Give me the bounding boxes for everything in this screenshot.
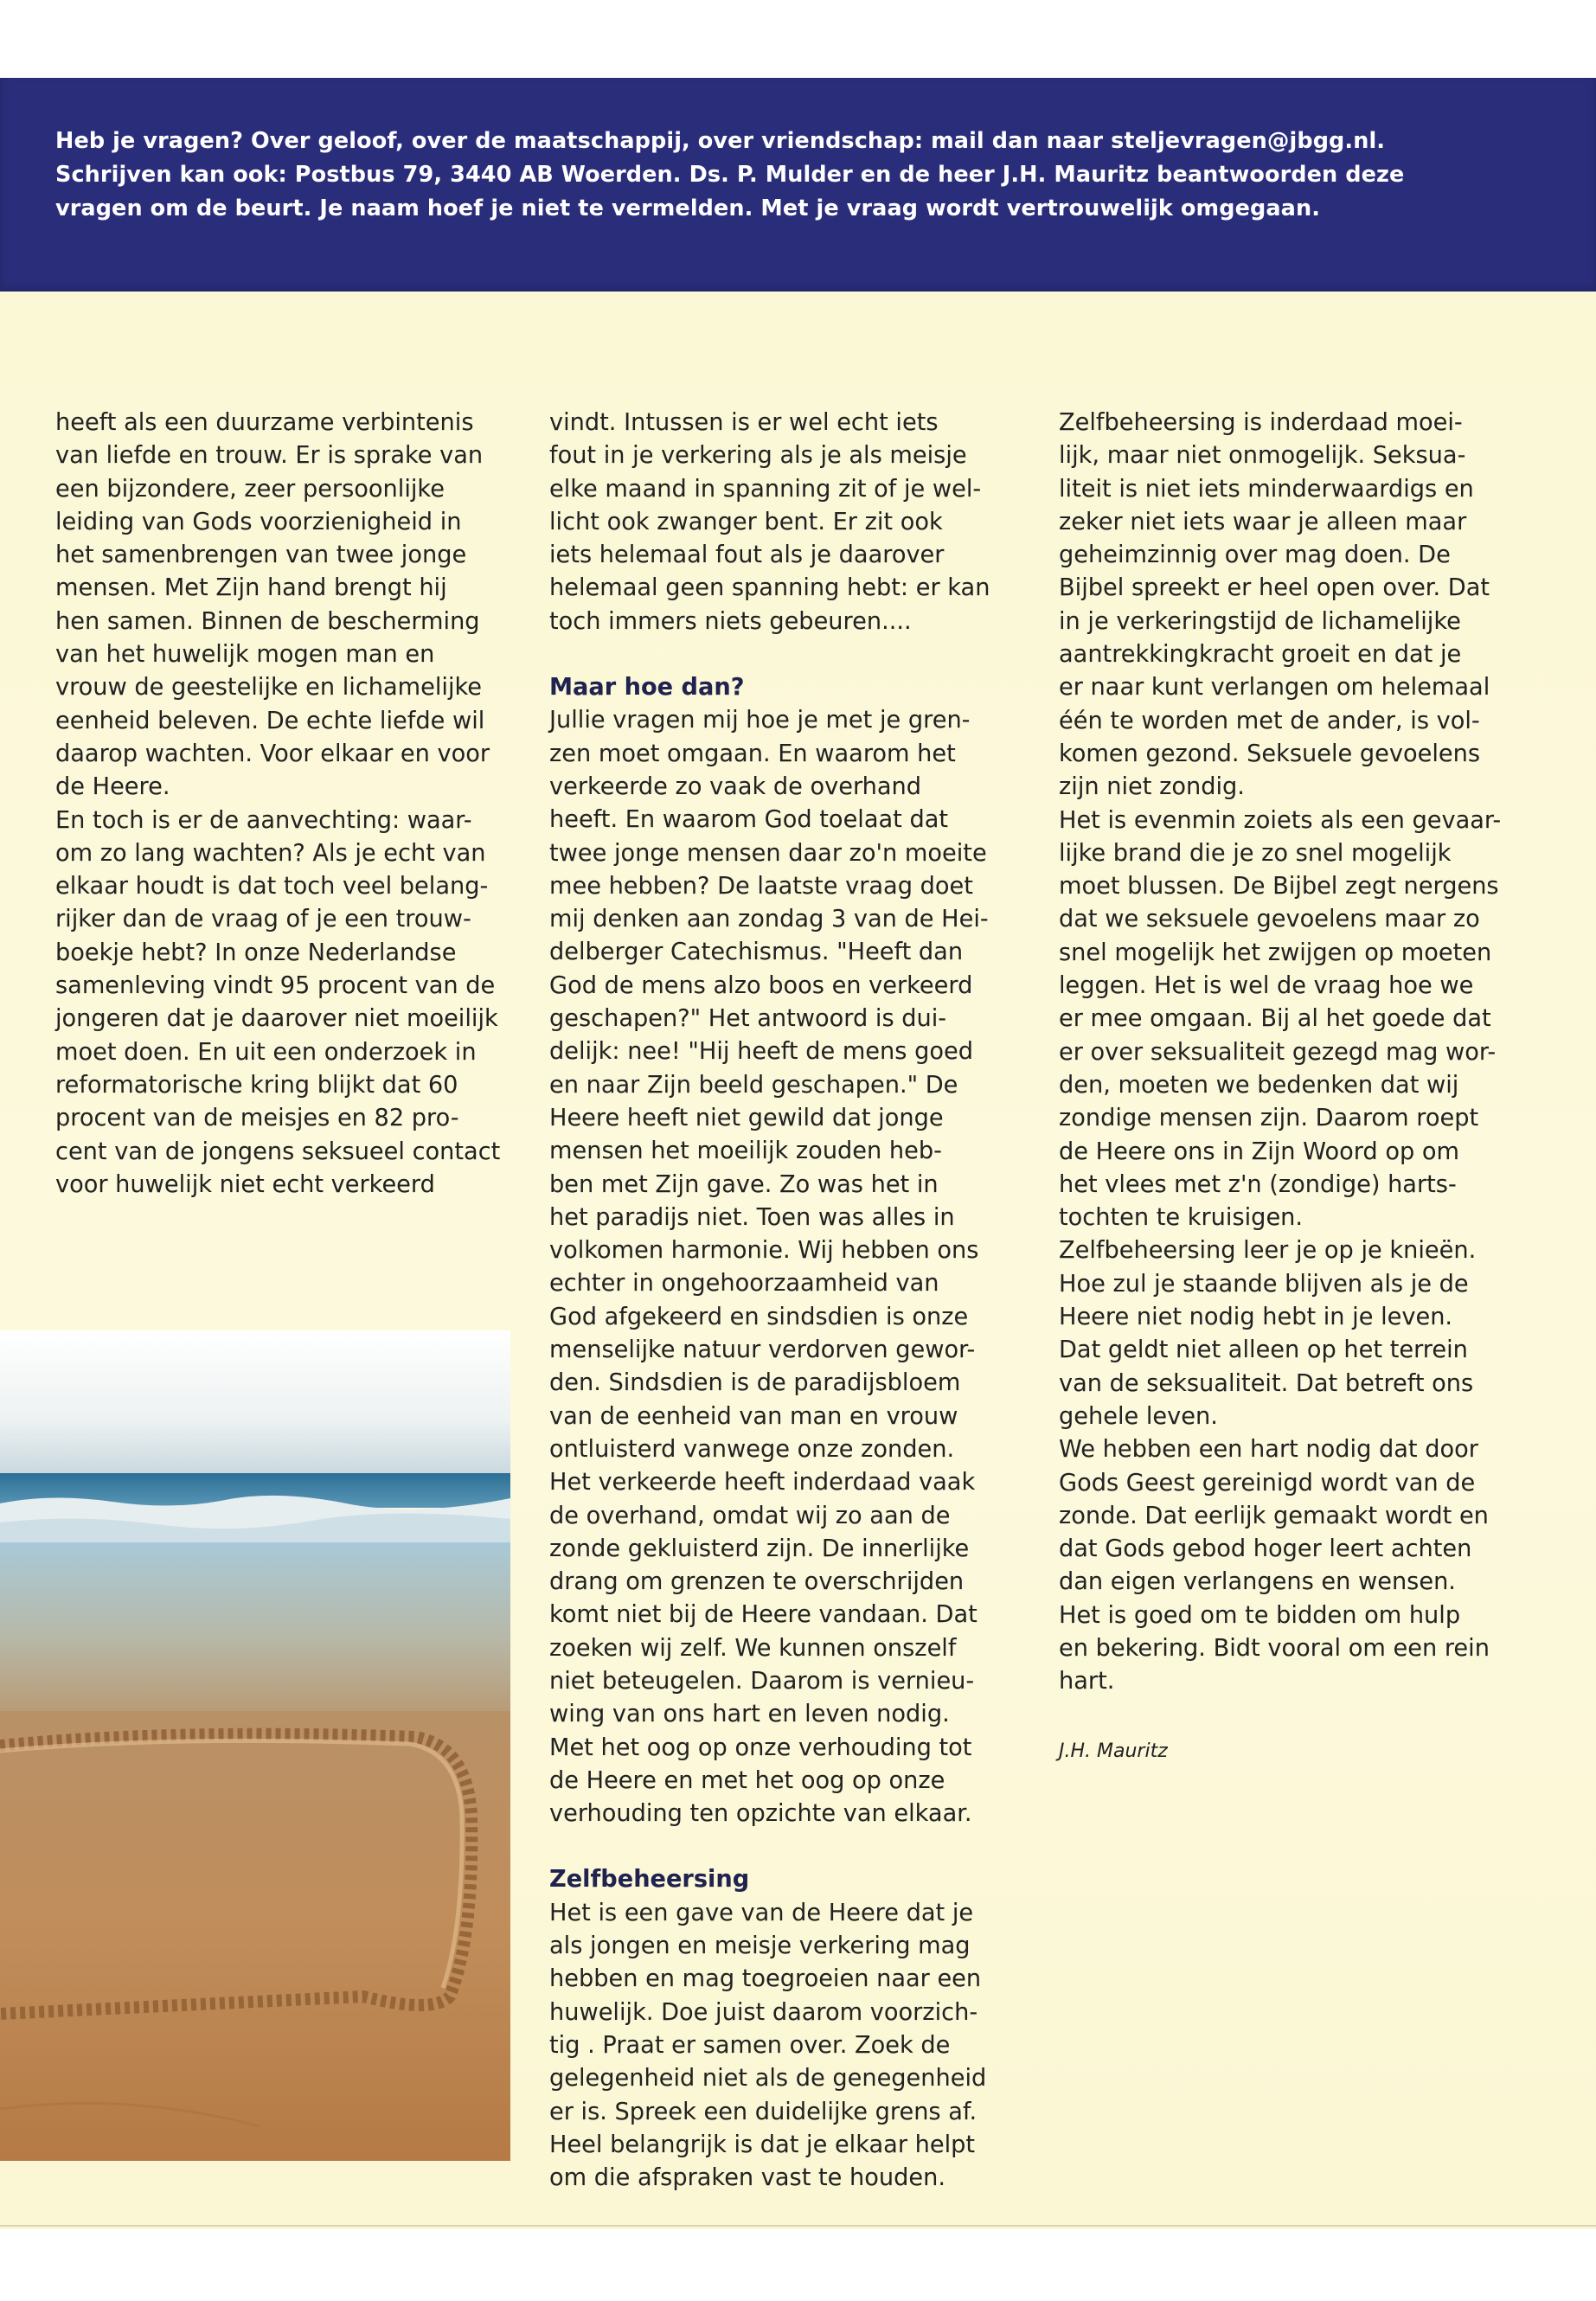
text-line: zoeken wij zelf. We kunnen onszelf xyxy=(549,1634,957,1662)
text-line: fout in je verkering als je als meisje xyxy=(549,442,967,470)
text-line: Zelfbeheersing is inderdaad moei- xyxy=(1059,409,1463,436)
text-line: het paradijs niet. Toen was alles in xyxy=(549,1203,955,1231)
text-line: zondige mensen zijn. Daarom roept xyxy=(1059,1105,1479,1132)
text-line: dat we seksuele gevoelens maar zo xyxy=(1059,906,1480,933)
text-line: leiding van Gods voorzienigheid in xyxy=(55,508,462,535)
text-line: zijn niet zondig. xyxy=(1059,773,1245,801)
text-line: komen gezond. Seksuele gevoelens xyxy=(1059,740,1481,767)
text-line: moet doen. En uit een onderzoek in xyxy=(55,1038,477,1066)
section-1-body xyxy=(549,704,990,1830)
text-line: jongeren dat je daarover niet moeilijk xyxy=(55,1005,498,1033)
text-line: snel mogelijk het zwijgen op moeten xyxy=(1059,939,1492,966)
text-line: gelegenheid niet als de genegenheid xyxy=(549,2065,987,2093)
beach-heart-photo xyxy=(0,1330,510,2161)
text-line: Dat geldt niet alleen op het terrein xyxy=(1059,1336,1468,1364)
text-line: zonde gekluisterd zijn. De innerlijke xyxy=(549,1535,970,1562)
text-line: heeft als een duurzame verbintenis xyxy=(55,409,474,436)
text-line: huwelijk. Doe juist daarom voorzich- xyxy=(549,1998,978,2026)
text-line: vindt. Intussen is er wel echt iets xyxy=(549,409,939,436)
text-line: God afgekeerd en sindsdien is onze xyxy=(549,1303,969,1330)
text-line: Het is evenmin zoiets als een gevaar- xyxy=(1059,806,1502,834)
text-line: elke maand in spanning zit of je wel- xyxy=(549,475,982,503)
text-line: delijk: nee! "Hij heeft de mens goed xyxy=(549,1038,973,1066)
text-line: een bijzondere, zeer persoonlijke xyxy=(55,475,445,503)
text-line: licht ook zwanger bent. Er zit ook xyxy=(549,508,943,535)
text-line: om die afspraken vast te houden. xyxy=(549,2164,946,2192)
text-line: samenleving vindt 95 procent van de xyxy=(55,972,496,1000)
section-heading-zelfbeheersing: Zelfbeheersing xyxy=(549,1866,750,1894)
text-line: volkomen harmonie. Wij hebben ons xyxy=(549,1237,979,1265)
text-line: zeker niet iets waar je alleen maar xyxy=(1059,508,1467,535)
text-line: in je verkeringstijd de lichamelijke xyxy=(1059,607,1461,635)
text-line: ontluisterd vanwege onze zonden. xyxy=(549,1435,955,1463)
text-line: van de eenheid van man en vrouw xyxy=(549,1402,958,1430)
text-line: de Heere. xyxy=(55,773,170,801)
text-line: voor huwelijk niet echt verkeerd xyxy=(55,1170,435,1198)
text-line: de overhand, omdat wij zo aan de xyxy=(549,1502,951,1529)
text-line: eenheid beleven. De echte liefde wil xyxy=(55,707,485,734)
text-line: om zo lang wachten? Als je echt van xyxy=(55,839,486,867)
text-line: er naar kunt verlangen om helemaal xyxy=(1059,674,1490,702)
text-line: rijker dan de vraag of je een trouw- xyxy=(55,906,471,933)
text-line: hart. xyxy=(1059,1668,1115,1695)
text-line: toch immers niets gebeuren.... xyxy=(549,607,912,635)
text-line: mij denken aan zondag 3 van de Hei- xyxy=(549,906,989,933)
text-line: er over seksualiteit gezegd mag wor- xyxy=(1059,1038,1497,1066)
text-line: Heere heeft niet gewild dat jonge xyxy=(549,1104,944,1131)
banner-line: Schrijven kan ook: Postbus 79, 3440 AB Woerden. Ds. P. Mulder en de heer J.H. Mauritz beantwoorden deze xyxy=(55,162,1405,188)
text-line: heeft. En waarom God toelaat dat xyxy=(549,806,949,834)
text-line: de Heere ons in Zijn Woord op om xyxy=(1059,1138,1459,1165)
banner-text xyxy=(55,125,1543,226)
text-line: het vlees met z'n (zondige) harts- xyxy=(1059,1170,1457,1198)
text-line: Zelfbeheersing leer je op je knieën. xyxy=(1059,1237,1477,1265)
text-line: en naar Zijn beeld geschapen." De xyxy=(549,1071,958,1099)
text-line: Hoe zul je staande blijven als je de xyxy=(1059,1270,1469,1298)
text-line: reformatorische kring blijkt dat 60 xyxy=(55,1071,458,1099)
text-line: Bijbel spreekt er heel open over. Dat xyxy=(1059,574,1490,602)
text-line: verkeerde zo vaak de overhand xyxy=(549,772,922,800)
text-line: We hebben een hart nodig dat door xyxy=(1059,1436,1478,1464)
text-line: hebben en mag toegroeien naar een xyxy=(549,1965,982,1993)
text-line: zonde. Dat eerlijk gemaakt wordt en xyxy=(1059,1502,1489,1529)
text-line: dan eigen verlangens en wensen. xyxy=(1059,1568,1456,1596)
text-line: elkaar houdt is dat toch veel belang- xyxy=(55,873,489,901)
text-line: Heere niet nodig hebt in je leven. xyxy=(1059,1304,1453,1331)
text-line: geschapen?" Het antwoord is dui- xyxy=(549,1005,947,1033)
column-3-body xyxy=(1059,407,1501,1699)
text-line: Gods Geest gereinigd wordt van de xyxy=(1059,1469,1476,1497)
text-line: ben met Zijn gave. Zo was het in xyxy=(549,1170,939,1198)
text-line: er mee omgaan. Bij al het goede dat xyxy=(1059,1005,1491,1033)
text-line: lijke brand die je zo snel mogelijk xyxy=(1059,839,1452,867)
text-line: het samenbrengen van twee jonge xyxy=(55,542,467,569)
text-line: verhouding ten opzichte van elkaar. xyxy=(549,1800,972,1828)
text-line: als jongen en meisje verkering mag xyxy=(549,1932,971,1960)
text-line: daarop wachten. Voor elkaar en voor xyxy=(55,740,490,767)
text-line: hen samen. Binnen de bescherming xyxy=(55,607,480,635)
text-line: Met het oog op onze verhouding tot xyxy=(549,1734,972,1761)
text-line: God de mens alzo boos en verkeerd xyxy=(549,971,973,999)
author-signature: J.H. Mauritz xyxy=(1059,1740,1168,1762)
text-line: moet blussen. De Bijbel zegt nergens xyxy=(1059,873,1499,901)
text-line: lijk, maar niet onmogelijk. Seksua- xyxy=(1059,442,1466,470)
text-line: twee jonge mensen daar zo'n moeite xyxy=(549,839,987,867)
article-column-2 xyxy=(549,407,990,2195)
column-2-intro xyxy=(549,407,990,638)
text-line: de Heere en met het oog op onze xyxy=(549,1766,945,1794)
text-line: boekje hebt? In onze Nederlandse xyxy=(55,939,457,966)
article-column-1 xyxy=(55,407,500,1202)
text-line: vrouw de geestelijke en lichamelijke xyxy=(55,674,483,702)
text-line: geheimzinnig over mag doen. De xyxy=(1059,542,1451,569)
text-line: leggen. Het is wel de vraag hoe we xyxy=(1059,972,1474,1000)
text-line: aantrekkingkracht groeit en dat je xyxy=(1059,641,1462,669)
text-line: helemaal geen spanning hebt: er kan xyxy=(549,574,990,602)
text-line: één te worden met de ander, is vol- xyxy=(1059,707,1480,734)
text-line: mensen het moeilijk zouden heb- xyxy=(549,1138,942,1165)
bottom-rule xyxy=(0,2225,1596,2227)
text-line: menselijke natuur verdorven gewor- xyxy=(549,1336,976,1364)
text-line: gehele leven. xyxy=(1059,1402,1218,1430)
text-line: Het is goed om te bidden om hulp xyxy=(1059,1601,1461,1629)
text-line: Heel belangrijk is dat je elkaar helpt xyxy=(549,2131,976,2158)
text-line: dat Gods gebod hoger leert achten xyxy=(1059,1535,1472,1563)
text-line: er is. Spreek een duidelijke grens af. xyxy=(549,2098,977,2125)
text-line: Het is een gave van de Heere dat je xyxy=(549,1899,974,1926)
text-line: komt niet bij de Heere vandaan. Dat xyxy=(549,1601,977,1629)
text-line: delberger Catechismus. "Heeft dan xyxy=(549,939,964,966)
text-line: procent van de meisjes en 82 pro- xyxy=(55,1105,459,1132)
section-heading-maar-hoe-dan: Maar hoe dan? xyxy=(549,674,745,702)
text-line: den, moeten we bedenken dat wij xyxy=(1059,1071,1459,1099)
section-2-body xyxy=(549,1897,990,2195)
article-column-3 xyxy=(1059,407,1501,1768)
text-line: tochten te kruisigen. xyxy=(1059,1204,1304,1232)
text-line: mensen. Met Zijn hand brengt hij xyxy=(55,574,447,602)
text-line: wing van ons hart en leven nodig. xyxy=(549,1701,950,1728)
banner-line: vragen om de beurt. Je naam hoef je niet te vermelden. Met je vraag wordt vertrouwelijk omgegaan. xyxy=(55,195,1320,221)
text-line: tig . Praat er samen over. Zoek de xyxy=(549,2031,951,2059)
text-line: niet beteugelen. Daarom is vernieu- xyxy=(549,1667,975,1695)
text-line: drang om grenzen te overschrijden xyxy=(549,1568,965,1596)
text-line: Jullie vragen mij hoe je met je gren- xyxy=(549,707,971,734)
text-line: iets helemaal fout als je daarover xyxy=(549,542,945,569)
banner-line: Heb je vragen? Over geloof, over de maatschappij, over vriendschap: mail dan naar steljevragen@jbgg.nl. xyxy=(55,128,1386,154)
text-line: zen moet omgaan. En waarom het xyxy=(549,740,956,767)
text-line: van liefde en trouw. Er is sprake van xyxy=(55,442,484,470)
text-line: van de seksualiteit. Dat betreft ons xyxy=(1059,1369,1474,1397)
text-line: mee hebben? De laatste vraag doet xyxy=(549,872,973,900)
text-line: liteit is niet iets minderwaardigs en xyxy=(1059,475,1474,503)
paragraph-gap xyxy=(549,638,990,671)
text-line: den. Sindsdien is de paradijsbloem xyxy=(549,1369,961,1397)
paragraph-gap xyxy=(549,1830,990,1863)
text-line: van het huwelijk mogen man en xyxy=(55,641,435,669)
text-line: echter in ongehoorzaamheid van xyxy=(549,1270,939,1298)
text-line: En toch is er de aanvechting: waar- xyxy=(55,806,472,834)
text-line: en bekering. Bidt vooral om een rein xyxy=(1059,1634,1490,1662)
text-line: cent van de jongens seksueel contact xyxy=(55,1138,501,1165)
text-line: Het verkeerde heeft inderdaad vaak xyxy=(549,1469,976,1497)
